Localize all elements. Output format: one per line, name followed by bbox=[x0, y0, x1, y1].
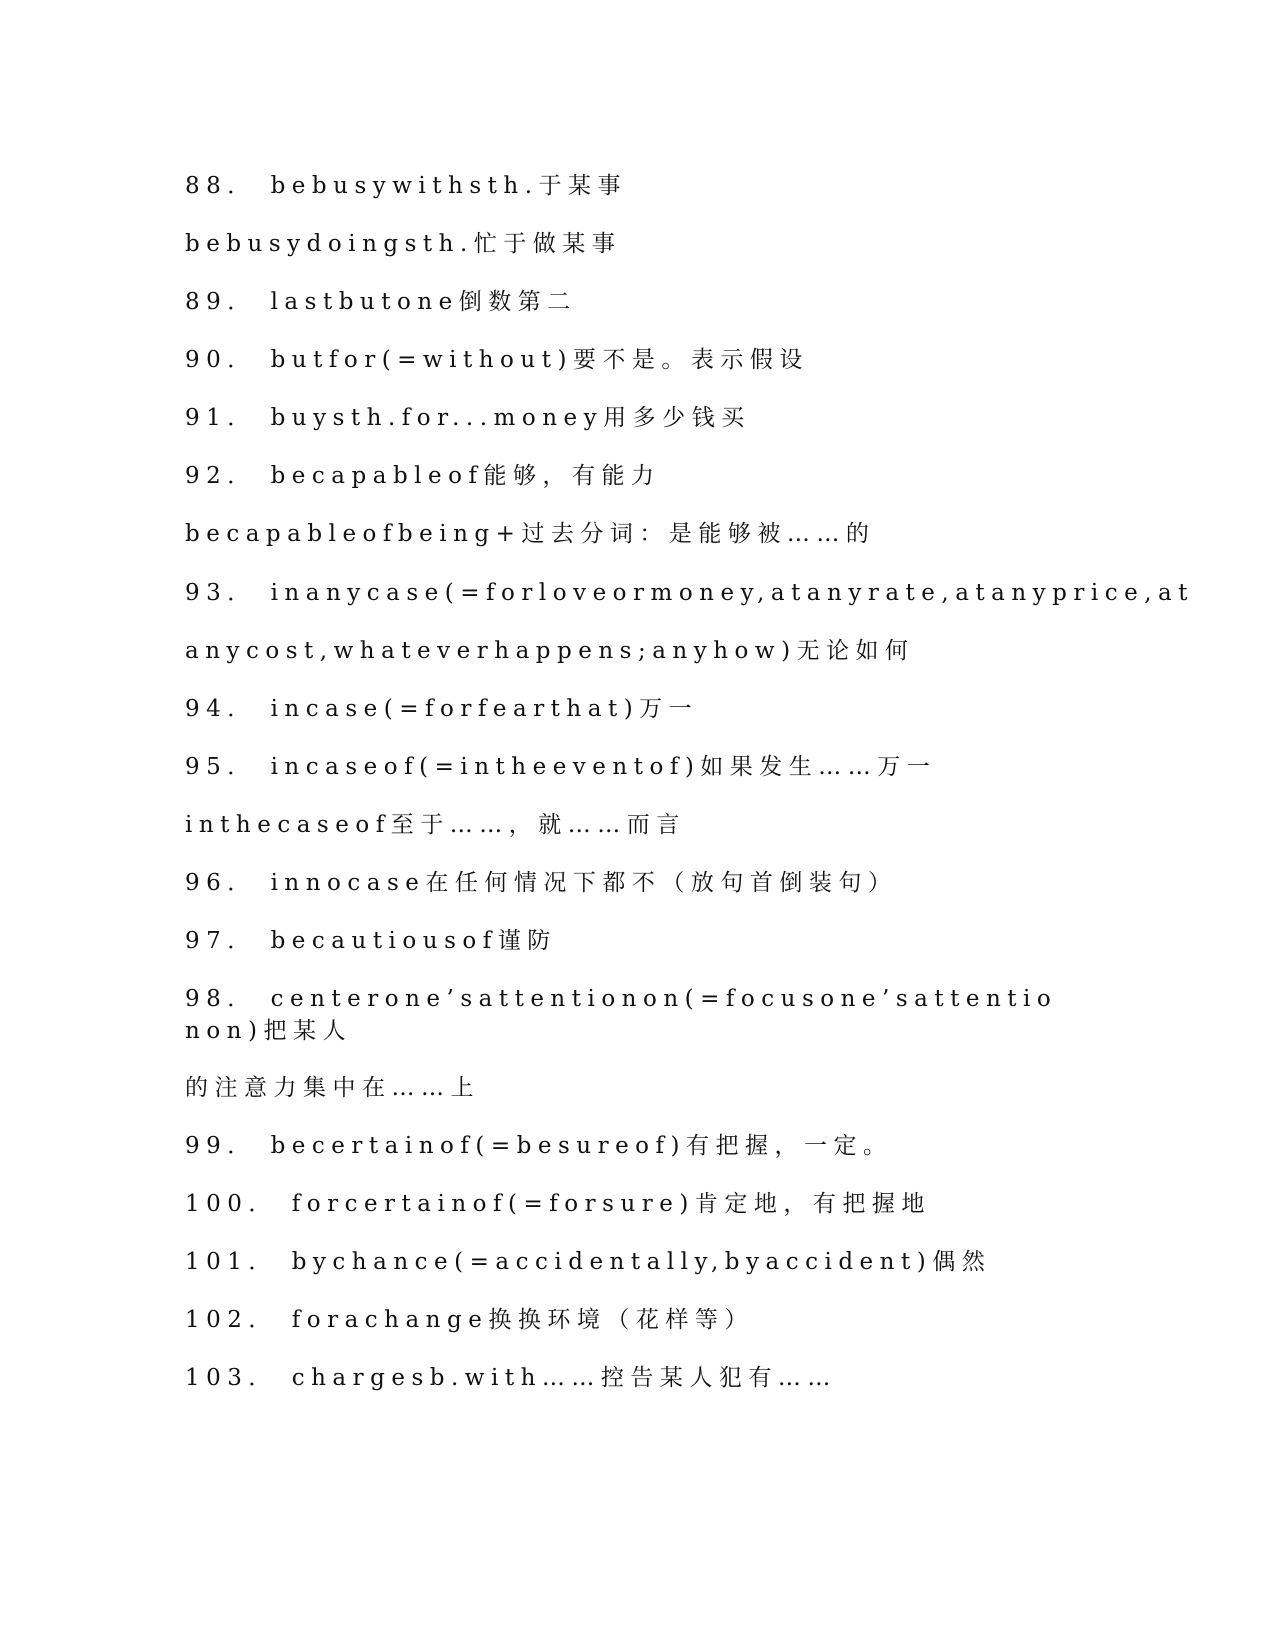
text-line-95-continued: inthecaseof至于……，就……而言 bbox=[185, 812, 686, 838]
text-line-97: 97． becautiousof谨防 bbox=[185, 928, 557, 954]
text-line-100: 100． forcertainof(=forsure)肯定地，有把握地 bbox=[185, 1191, 931, 1217]
text-line-94: 94． incase(=forfearthat)万一 bbox=[185, 696, 699, 722]
text-line-88: 88． bebusywithsth.于某事 bbox=[185, 173, 628, 199]
text-line-95: 95． incaseof(=intheeventof)如果发生……万一 bbox=[185, 754, 937, 780]
text-line-101: 101． bychance(=accidentally,byaccident)偶然 bbox=[185, 1249, 992, 1275]
text-line-88-continued: bebusydoingsth.忙于做某事 bbox=[185, 231, 622, 257]
text-line-92: 92． becapableof能够，有能力 bbox=[185, 463, 661, 489]
text-line-93: 93． inanycase(=forloveormoney,atanyrate,atanyprice,at bbox=[185, 580, 1195, 606]
text-line-91: 91． buysth.for...money用多少钱买 bbox=[185, 405, 751, 431]
text-line-99: 99． becertainof(=besureof)有把握，一定。 bbox=[185, 1133, 893, 1159]
text-line-93-continued: anycost,whateverhappens;anyhow)无论如何 bbox=[185, 638, 915, 664]
text-line-92-continued: becapableofbeing+过去分词：是能够被……的 bbox=[185, 521, 876, 547]
text-line-98-continued: 的注意力集中在……上 bbox=[185, 1075, 480, 1101]
text-line-90: 90． butfor(=without)要不是。表示假设 bbox=[185, 347, 809, 373]
text-line-98: 98． centerone’sattentionon(=focusone’sattentionon)把某人 bbox=[185, 986, 1058, 1044]
text-line-89: 89． lastbutone倒数第二 bbox=[185, 289, 577, 315]
text-line-103: 103． chargesb.with……控告某人犯有…… bbox=[185, 1365, 837, 1391]
text-line-102: 102． forachange换换环境（花样等） bbox=[185, 1307, 754, 1333]
text-line-96: 96． innocase在任何情况下都不（放句首倒装句） bbox=[185, 870, 898, 896]
